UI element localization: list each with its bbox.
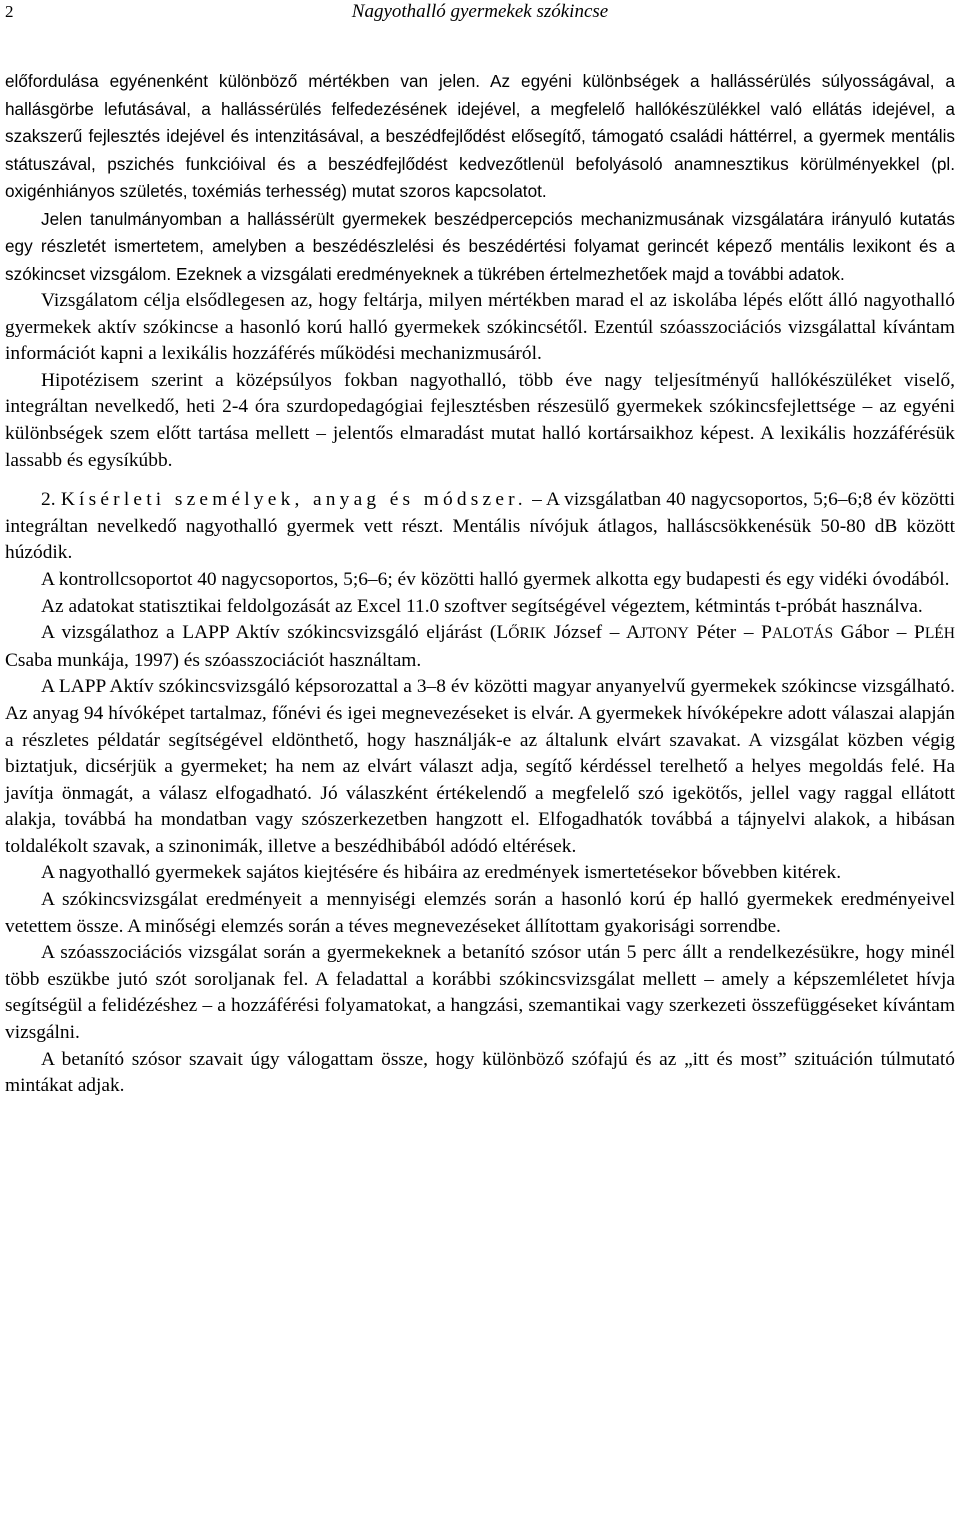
section-text: – A vizsgálatban 40 nagycsoportos, 5;6–6;8 év közötti integráltan nevelkedő nagyothalló gyermek vett részt. Mentális nívójuk átlagos, halláscsökkenésük 50-80 dB között húzódik. xyxy=(5,489,955,564)
paragraph-study-scope: Jelen tanulmányomban a hallássérült gyermekek beszédpercepciós mechanizmusának vizsgálatára irányuló kutatás egy részletét ismertetem, amelyben a beszédészlelési és beszédértési folyamat gerincét képező mentális lexikont és a szókincset vizsgálom. Ezeknek a vizsgálati eredményeknek a tükrében értelmezhetőek majd a további adatok. xyxy=(5,208,955,284)
text-run: Gábor – P xyxy=(833,622,925,644)
page-header xyxy=(5,0,955,34)
paragraph-control-group: A kontrollcsoportot 40 nagycsoportos, 5;6–6; év közötti halló gyermek alkotta egy budapesti és egy vidéki óvodából. xyxy=(41,568,950,590)
paragraph-analysis: A szókincsvizsgálat eredményeit a mennyiségi elemzés során a hasonló korú ép halló gyermekek eredményeivel vetettem össze. A minőségi elemzés során a téves megnevezéseket állítottam gyakorisági sorrendbe. xyxy=(5,889,955,937)
paragraph-hypothesis: Hipotézisem szerint a középsúlyos fokban nagyothalló, több éve nagy teljesítményű hallókészüléket viselő, integráltan nevelkedő, heti 2-4 óra szurdopedagógiai fejlesztésben részesülő gyermekek szókincsfejlettsége – az egyéni különbségek szem előtt tartása mellett – jelentős elmaradást mutat halló kortársaikhoz képest. A lexikális hozzáférésük lassabb és egysíkúbb. xyxy=(5,369,955,471)
running-title: Nagyothalló gyermekek szókincse xyxy=(351,1,609,22)
text-run: A vizsgálathoz a LAPP Aktív szókincsvizsgáló eljárást (L xyxy=(41,622,509,644)
paragraph-association-test: A szóasszociációs vizsgálat során a gyermekeknek a betanító szósor után 5 perc állt a rendelkezésükre, hogy minél több eszükbe jutó szót soroljanak fel. A feladattal a korábbi szókincsvizsgálat mellett – amely a képszemléletet hívja segítségül a felidézéshez – a hozzáférési folyamatokat, a hangzási, szemantikai vagy szerkezeti összefüggéseket kívántam vizsgálni. xyxy=(5,942,955,1044)
author-name-smallcaps: JTONY xyxy=(639,625,689,643)
paragraph-lapp-description: A LAPP Aktív szókincsvizsgáló képsorozattal a 3–8 év közötti magyar anyanyelvű gyermekek szókincse vizsgálható. Az anyag 94 hívóképet tartalmaz, főnévi és igei megnevezéseket is elvár. A gyermekek hívóképekre adott válaszai alapján a részletes példatár segítségével eldönthető, hogy használják-e az általunk elvárt szavakat. A vizsgálat közben végig biztatjuk, dicsérjük a gyermeket; ha nem az elvárt választ adja, segítő kérdéssel terelhető a helyes megoldás felé. Ha javítja önmagát, a válasz elfogadható. Jó válaszként értékelendő a megfelelő szó igekötős, jellel vagy raggal ellátott alakja, továbbá ha mondatban vagy szószerkezetben hangzott el. Elfogadhatók továbbá a tájnyelvi alakok, a hibásan toldalékolt szavak, a szinonimák, illetve a beszédhibából adódó eltérések. xyxy=(5,676,955,857)
author-name-smallcaps: ALOTÁS xyxy=(771,625,834,643)
section-title: Kísérleti személyek, anyag és módszer. xyxy=(60,489,527,511)
paragraph-word-list: A betanító szósor szavait úgy válogattam össze, hogy különböző szófajú és az „itt és most” szituáción túlmutató mintákat adjak. xyxy=(5,1048,955,1097)
paragraph-section-2 xyxy=(5,487,955,567)
text-run: Csaba munkája, 1997) és szóasszociációt használtam. xyxy=(5,649,422,671)
paragraph-intro: előfordulása egyénenként különböző mértékben van jelen. Az egyéni különbségek a hallássérülés súlyosságával, a hallásgörbe lefutásával, a hallássérülés felfedezésének idejével, a megfelelő hallókészülékkel való ellátás idejével, a szakszerű fejlesztés idejével és intenzitásával, a beszédfejlődést elősegítő, támogató családi háttérrel, a gyermek mentális státuszával, pszichés funkcióival és a beszédfejlődést kedvezőtlenül befolyásoló anamnesztikus körülményekkel (pl. oxigénhiányos születés, toxémiás terhesség) mutat szoros kapcsolatot. xyxy=(5,71,955,201)
text-run: József – A xyxy=(546,622,640,644)
section-number: 2. xyxy=(41,489,56,511)
author-name-smallcaps: LÉH xyxy=(924,625,955,643)
document-page xyxy=(5,0,955,1100)
page-number: 2 xyxy=(5,2,14,21)
paragraph-lapp-method xyxy=(5,620,955,674)
paragraph-aim: Vizsgálatom célja elsődlegesen az, hogy feltárja, milyen mértékben marad el az iskolába lépés előtt álló nagyothalló gyermekek aktív szókincse a hasonló korú halló gyermekek szókincsétől. Ezentúl szóasszociációs vizsgálattal kívántam információt kapni a lexikális hozzáférés működési mechanizmusáról. xyxy=(5,290,955,365)
paragraph-pronunciation: A nagyothalló gyermekek sajátos kiejtésére és hibáira az eredmények ismertetésekor bővebben kitérek. xyxy=(41,862,842,884)
paragraph-statistics: Az adatokat statisztikai feldolgozását az Excel 11.0 szoftver segítségével végeztem, kétmintás t-próbát használva. xyxy=(41,595,923,617)
author-name-smallcaps: ŐRIK xyxy=(508,625,547,643)
text-run: Péter – P xyxy=(688,622,772,644)
